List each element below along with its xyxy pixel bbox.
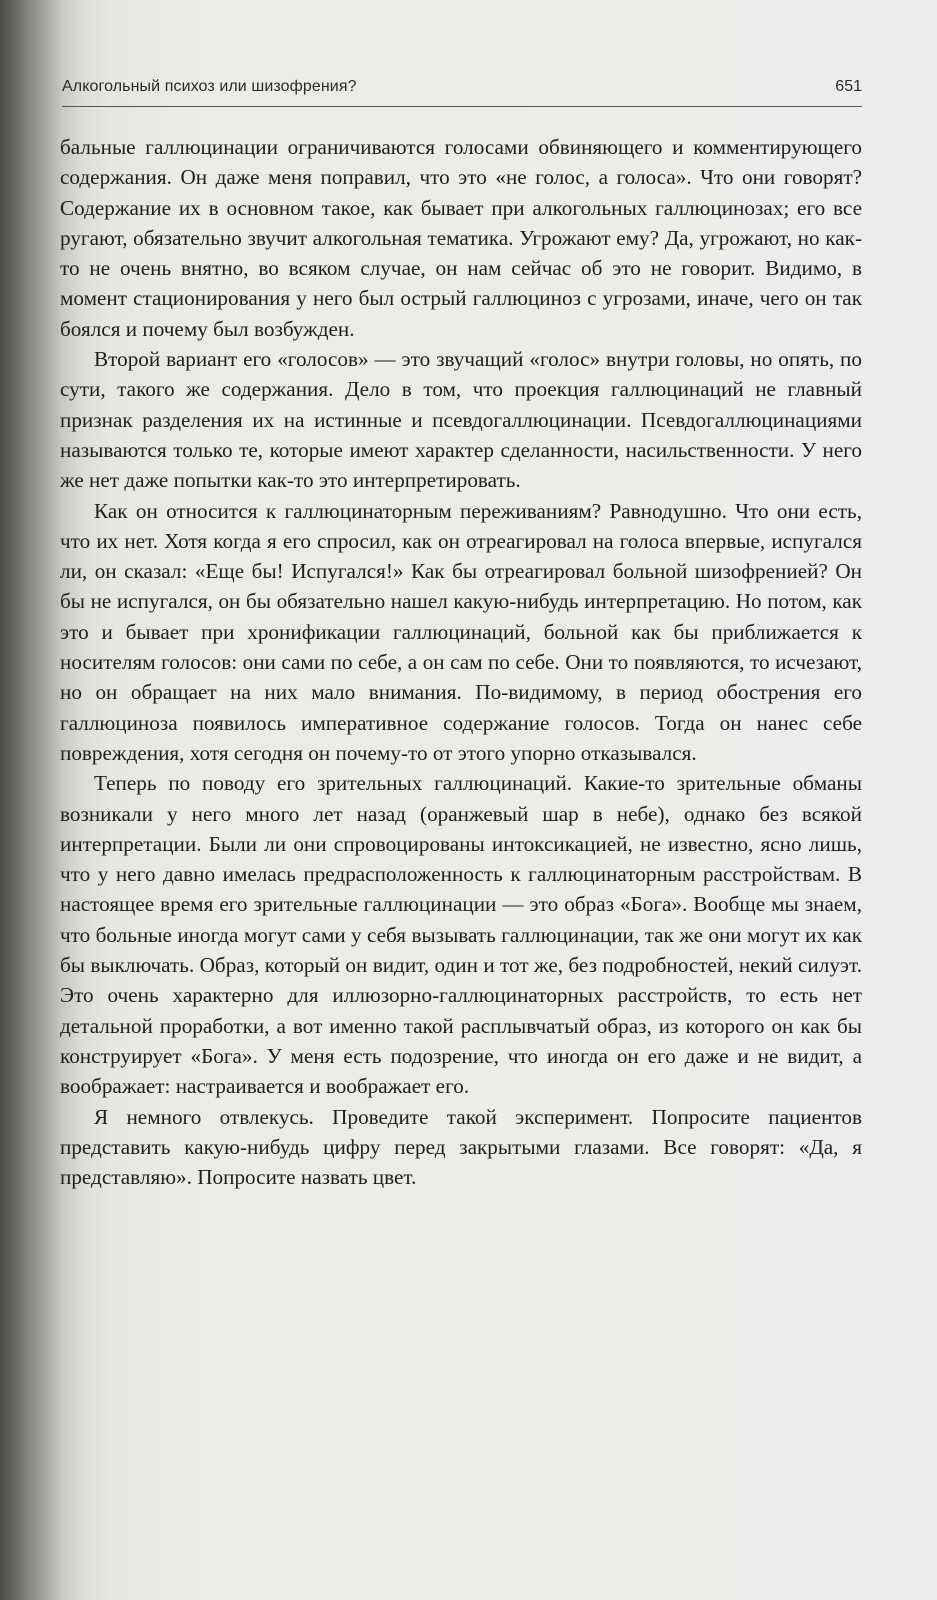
body-text [60, 132, 862, 1192]
paragraph: бальные галлюцинации ограничиваются голосами обвиняющего и комментирующего содержания. Он даже меня поправил, что это «не голос, а голоса». Что они говорят? Содержание их в основном такое, как бывает при алкогольных галлюцинозах; его все ругают, обязательно звучит алкогольная тематика. Угрожают ему? Да, угрожают, но как-то не очень внятно, во всяком случае, он нам сейчас об это не говорит. Видимо, в момент стационирования у него был острый галлюциноз с угрозами, иначе, чего он так боялся и почему был возбужден. [60, 135, 862, 341]
page-header [62, 76, 862, 107]
paragraph: Как он относится к галлюцинаторным переживаниям? Равнодушно. Что они есть, что их нет. Хотя когда я его спросил, как он отреагировал на голоса впервые, испугался ли, он сказал: «Еще бы! Испугался!» Как бы отреагировал больной шизофренией? Он бы не испугался, он бы обязательно нашел какую-нибудь интерпретацию. Но потом, как это и бывает при хронификации галлюцинаций, больной как бы приближается к носителям голосов: они сами по себе, а он сам по себе. Они то появляются, то исчезают, но он обращает на них мало внимания. По-видимому, в период обострения его галлюциноза появилось императивное содержание голосов. Тогда он нанес себе повреждения, хотя сегодня он почему-то от этого упорно отказывался. [60, 498, 862, 765]
page-number: 651 [835, 78, 862, 95]
running-head: Алкогольный психоз или шизофрения? [62, 78, 357, 95]
paragraph: Теперь по поводу его зрительных галлюцинаций. Какие-то зрительные обманы возникали у него много лет назад (оранжевый шар в небе), однако без всякой интерпретации. Были ли они спровоцированы интоксикацией, не известно, ясно лишь, что у него давно имелась предрасположенность к галлюцинаторным расстройствам. В настоящее время его зрительные галлюцинации — это образ «Бога». Вообще мы знаем, что больные иногда могут сами у себя вызывать галлюцинации, так же они могут их как бы выключать. Образ, который он видит, один и тот же, без подробностей, некий силуэт. Это очень характерно для иллюзорно-галлюцинаторных расстройств, то есть нет детальной проработки, а вот именно такой расплывчатый образ, из которого он как бы конструирует «Бога». У меня есть подозрение, что иногда он его даже и не видит, а воображает: настраивается и воображает его. [60, 771, 862, 1099]
paragraph: Я немного отвлекусь. Проведите такой эксперимент. Попросите пациентов представить какую-нибудь цифру перед закрытыми глазами. Все говорят: «Да, я представляю». Попросите назвать цвет. [60, 1104, 862, 1190]
paragraph: Второй вариант его «голосов» — это звучащий «голос» внутри головы, но опять, по сути, такого же содержания. Дело в том, что проекция галлюцинаций не главный признак разделения их на истинные и псевдогаллюцинации. Псевдогаллюцинациями называются только те, которые имеют характер сделанности, насильственности. У него же нет даже попытки как-то это интерпретировать. [60, 347, 862, 493]
